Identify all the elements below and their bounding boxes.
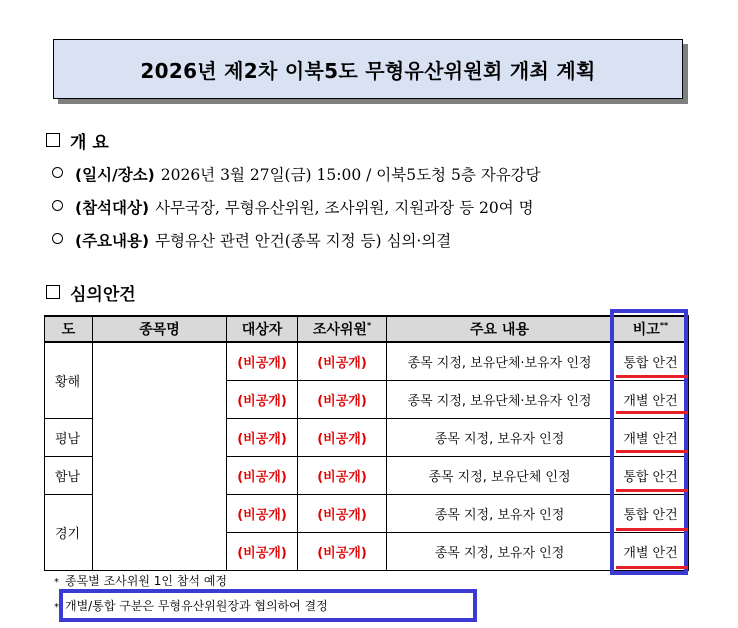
remark-cell: 통합 안건 (613, 495, 689, 533)
content-cell: 종목 지정, 보유자 인정 (387, 533, 613, 571)
square-bullet-icon (46, 285, 60, 299)
red-underline (616, 411, 688, 414)
overview-item-content (52, 229, 451, 251)
overview-item-schedule (52, 163, 541, 185)
target-cell: (비공개) (227, 419, 298, 457)
col-province: 도 (45, 316, 93, 342)
target-cell: (비공개) (227, 495, 298, 533)
document-title: 2026년 제2차 이북5도 무형유산위원회 개최 계획 (53, 39, 683, 99)
agenda-heading (46, 280, 136, 305)
content-cell: 종목 지정, 보유자 인정 (387, 495, 613, 533)
remark-cell: 개별 안건 (613, 381, 689, 419)
col-content: 주요 내용 (387, 316, 613, 342)
remark-cell: 통합 안건 (613, 457, 689, 495)
item-text: 사무국장, 무형유산위원, 조사위원, 지원과장 등 20여 명 (155, 199, 534, 217)
circle-bullet-icon (52, 167, 63, 178)
item-text: 무형유산 관련 안건(종목 지정 등) 심의·의결 (155, 232, 452, 250)
item-text: 2026년 3월 27일(금) 15:00 / 이북5도청 5층 자유강당 (160, 166, 541, 184)
agenda-table (44, 315, 689, 571)
remark-cell: 개별 안건 (613, 419, 689, 457)
remark-cell: 통합 안건 (613, 342, 689, 381)
province-cell: 황해 (45, 342, 93, 419)
content-cell: 종목 지정, 보유단체 인정 (387, 457, 613, 495)
footnote-classification: * 개별/통합 구분은 무형유산위원장과 협의하여 결정 (54, 599, 328, 613)
red-underline (616, 489, 688, 492)
overview-heading (46, 128, 109, 153)
agenda-heading-text: 심의안건 (70, 285, 136, 305)
researcher-cell: (비공개) (298, 533, 387, 571)
target-cell: (비공개) (227, 457, 298, 495)
footnote-researcher: * 종목별 조사위원 1인 참석 예정 (54, 574, 227, 588)
item-key: (참석대상) (75, 199, 150, 217)
red-underline (616, 528, 688, 531)
red-underline (616, 375, 688, 378)
table-header-row (45, 316, 689, 342)
content-cell: 종목 지정, 보유단체·보유자 인정 (387, 381, 613, 419)
red-underline (616, 450, 688, 453)
circle-bullet-icon (52, 233, 63, 244)
province-cell: 평남 (45, 419, 93, 457)
province-cell: 함남 (45, 457, 93, 495)
researcher-cell: (비공개) (298, 342, 387, 381)
square-bullet-icon (46, 133, 60, 147)
col-target: 대상자 (227, 316, 298, 342)
target-cell: (비공개) (227, 342, 298, 381)
researcher-cell: (비공개) (298, 457, 387, 495)
red-underline (616, 566, 688, 569)
overview-item-attendees (52, 196, 534, 218)
target-cell: (비공개) (227, 533, 298, 571)
overview-heading-text: 개 요 (70, 133, 109, 153)
researcher-cell: (비공개) (298, 495, 387, 533)
col-researcher: 조사위원* (298, 316, 387, 342)
item-key: (주요내용) (75, 232, 150, 250)
researcher-cell: (비공개) (298, 419, 387, 457)
circle-bullet-icon (52, 200, 63, 211)
col-remark: 비고** (613, 316, 689, 342)
item-key: (일시/장소) (75, 166, 155, 184)
target-cell: (비공개) (227, 381, 298, 419)
table-row (45, 342, 689, 381)
content-cell: 종목 지정, 보유자 인정 (387, 419, 613, 457)
remark-cell: 개별 안건 (613, 533, 689, 571)
province-cell: 경기 (45, 495, 93, 571)
content-cell: 종목 지정, 보유단체·보유자 인정 (387, 342, 613, 381)
researcher-cell: (비공개) (298, 381, 387, 419)
item-name-cell (93, 342, 227, 571)
col-item-name: 종목명 (93, 316, 227, 342)
